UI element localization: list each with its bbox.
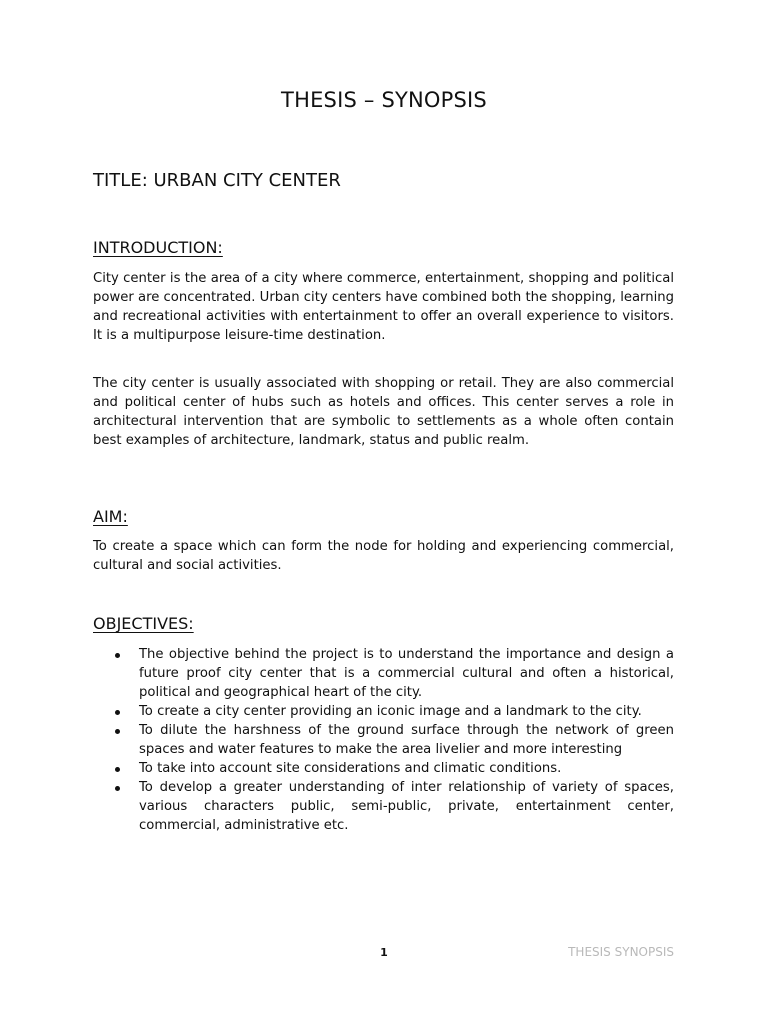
footer-label: THESIS SYNOPSIS	[568, 945, 674, 959]
bullet-icon	[115, 786, 120, 791]
objective-text: To create a city center providing an iconic image and a landmark to the city.	[139, 704, 642, 719]
introduction-paragraph-1: City center is the area of a city where commerce, entertainment, shopping and political power are concentrated. Urban city centers have combined both the shopping, learning and recreational activities with entertainment to offer an overall experience to visitors. It is a multipurpose leisure-time destination.	[93, 271, 674, 343]
objective-text: To develop a greater understanding of inter relationship of variety of spaces, various characters public, semi-public, private, entertainment center, commercial, administrative etc.	[139, 780, 674, 833]
introduction-heading: INTRODUCTION:	[93, 238, 223, 257]
bullet-icon	[115, 767, 120, 772]
document-title: THESIS – SYNOPSIS	[281, 88, 487, 112]
objective-item	[93, 759, 674, 778]
objective-text: To take into account site considerations and climatic conditions.	[139, 761, 562, 776]
objective-item	[93, 778, 674, 835]
objectives-list	[93, 645, 674, 835]
objective-item	[93, 645, 674, 702]
page-number: 1	[380, 946, 388, 959]
objective-text: To dilute the harshness of the ground surface through the network of green spaces and water features to make the area livelier and more interesting	[139, 723, 674, 757]
objective-item	[93, 702, 674, 721]
aim-paragraph: To create a space which can form the node for holding and experiencing commercial, cultural and social activities.	[93, 539, 674, 573]
bullet-icon	[115, 729, 120, 734]
aim-heading: AIM:	[93, 507, 128, 526]
objectives-heading: OBJECTIVES:	[93, 614, 194, 633]
thesis-title: TITLE: URBAN CITY CENTER	[93, 170, 341, 191]
introduction-paragraph-2: The city center is usually associated with shopping or retail. They are also commercial and political center of hubs such as hotels and offices. This center serves a role in architectural intervention that are symbolic to settlements as a whole often contain best examples of architecture, landmark, status and public realm.	[93, 376, 674, 448]
bullet-icon	[115, 710, 120, 715]
objective-text: The objective behind the project is to understand the importance and design a future proof city center that is a commercial cultural and often a historical, political and geographical heart of the city.	[139, 647, 674, 700]
bullet-icon	[115, 653, 120, 658]
objective-item	[93, 721, 674, 759]
